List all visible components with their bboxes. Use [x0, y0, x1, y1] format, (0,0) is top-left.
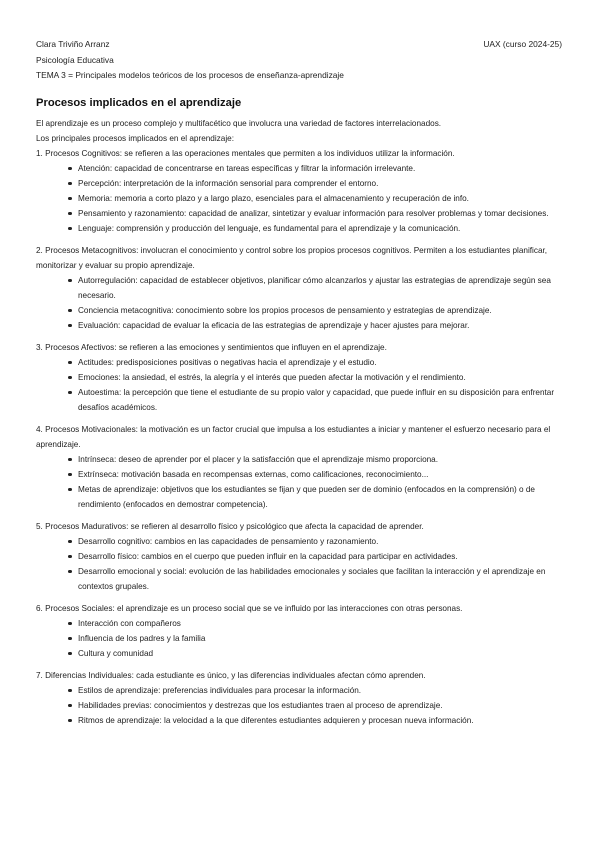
list-item: Actitudes: predisposiciones positivas o negativas hacia el aprendizaje y el estudio.: [78, 355, 564, 370]
list-item: Cultura y comunidad: [78, 646, 564, 661]
section-title: 1. Procesos Cognitivos: se refieren a las operaciones mentales que permiten a los individuos utilizar la información.: [36, 149, 455, 158]
list-item: Memoria: memoria a corto plazo y a largo plazo, esenciales para el almacenamiento y recuperación de info.: [78, 191, 564, 206]
list-item: Pensamiento y razonamiento: capacidad de analizar, sintetizar y evaluar información para resolver problemas y tomar decisiones.: [78, 206, 564, 221]
list-item: Influencia de los padres y la familia: [78, 631, 564, 646]
bullet-list: [36, 273, 564, 333]
intro-line: El aprendizaje es un proceso complejo y multifacético que involucra una variedad de factores interrelacionados.: [36, 119, 442, 128]
process-section: [36, 601, 564, 661]
section-title: 7. Diferencias Individuales: cada estudiante es único, y las diferencias individuales afectan cómo aprenden.: [36, 671, 426, 680]
list-item: Extrínseca: motivación basada en recompensas externas, como calificaciones, reconocimiento...: [78, 467, 564, 482]
process-section: [36, 146, 564, 236]
list-item: Emociones: la ansiedad, el estrés, la alegría y el interés que pueden afectar la motivación y el rendimiento.: [78, 370, 564, 385]
section-title: 2. Procesos Metacognitivos: involucran el conocimiento y control sobre los propios procesos cognitivos. Permiten a los estudiantes planificar, monitorizar y evaluar su propio aprendizaje.: [36, 246, 548, 270]
list-item: Habilidades previas: conocimientos y destrezas que los estudiantes traen al proceso de aprendizaje.: [78, 698, 564, 713]
list-item: Conciencia metacognitiva: conocimiento sobre los propios procesos de pensamiento y estrategias de aprendizaje.: [78, 303, 564, 318]
list-item: Lenguaje: comprensión y producción del lenguaje, es fundamental para el aprendizaje y la comunicación.: [78, 221, 564, 236]
section-title: 6. Procesos Sociales: el aprendizaje es un proceso social que se ve influido por las interacciones con otras personas.: [36, 604, 463, 613]
intro-line: Los principales procesos implicados en el aprendizaje:: [36, 134, 234, 143]
section-title: 3. Procesos Afectivos: se refieren a las emociones y sentimientos que influyen en el aprendizaje.: [36, 343, 387, 352]
process-section: [36, 422, 564, 512]
list-item: Ritmos de aprendizaje: la velocidad a la que diferentes estudiantes adquieren y procesan nueva información.: [78, 713, 564, 728]
section-title: 5. Procesos Madurativos: se refieren al desarrollo físico y psicológico que afecta la capacidad de aprender.: [36, 522, 424, 531]
bullet-list: [36, 355, 564, 415]
process-section: [36, 519, 564, 594]
header-topic: TEMA 3 = Principales modelos teóricos de los procesos de enseñanza-aprendizaje: [36, 70, 344, 80]
list-item: Desarrollo cognitivo: cambios en las capacidades de pensamiento y razonamiento.: [78, 534, 564, 549]
bullet-list: [36, 452, 564, 512]
list-item: Autorregulación: capacidad de establecer objetivos, planificar cómo alcanzarlos y ajustar las estrategias de aprendizaje según sea necesario.: [78, 273, 564, 303]
list-item: Evaluación: capacidad de evaluar la eficacia de las estrategias de aprendizaje y hacer ajustes para mejorar.: [78, 318, 564, 333]
header-subject: Psicología Educativa: [36, 55, 114, 65]
list-item: Desarrollo físico: cambios en el cuerpo que pueden influir en la capacidad para participar en actividades.: [78, 549, 564, 564]
bullet-list: [36, 616, 564, 661]
list-item: Estilos de aprendizaje: preferencias individuales para procesar la información.: [78, 683, 564, 698]
process-section: [36, 340, 564, 415]
list-item: Percepción: interpretación de la información sensorial para comprender el entorno.: [78, 176, 564, 191]
list-item: Intrínseca: deseo de aprender por el placer y la satisfacción que el aprendizaje mismo proporciona.: [78, 452, 564, 467]
list-item: Metas de aprendizaje: objetivos que los estudiantes se fijan y que pueden ser de dominio (enfocados en la comprensión) o de rendimiento (enfocados en demostrar competencia).: [78, 482, 564, 512]
header-course: UAX (curso 2024-25): [483, 39, 562, 49]
header-author: Clara Triviño Arranz: [36, 39, 110, 49]
process-section: [36, 243, 564, 333]
bullet-list: [36, 534, 564, 594]
bullet-list: [36, 683, 564, 728]
list-item: Interacción con compañeros: [78, 616, 564, 631]
list-item: Autoestima: la percepción que tiene el estudiante de su propio valor y capacidad, que puede influir en su disposición para enfrentar desafíos académicos.: [78, 385, 564, 415]
list-item: Atención: capacidad de concentrarse en tareas específicas y filtrar la información irrelevante.: [78, 161, 564, 176]
section-title: 4. Procesos Motivacionales: la motivación es un factor crucial que impulsa a los estudiantes a iniciar y mantener el esfuerzo necesario para el aprendizaje.: [36, 425, 551, 449]
document-body: [36, 96, 564, 728]
section-heading: Procesos implicados en el aprendizaje: [36, 97, 242, 109]
bullet-list: [36, 161, 564, 236]
list-item: Desarrollo emocional y social: evolución de las habilidades emocionales y sociales que facilitan la interacción y el aprendizaje en contextos grupales.: [78, 564, 564, 594]
process-section: [36, 668, 564, 728]
